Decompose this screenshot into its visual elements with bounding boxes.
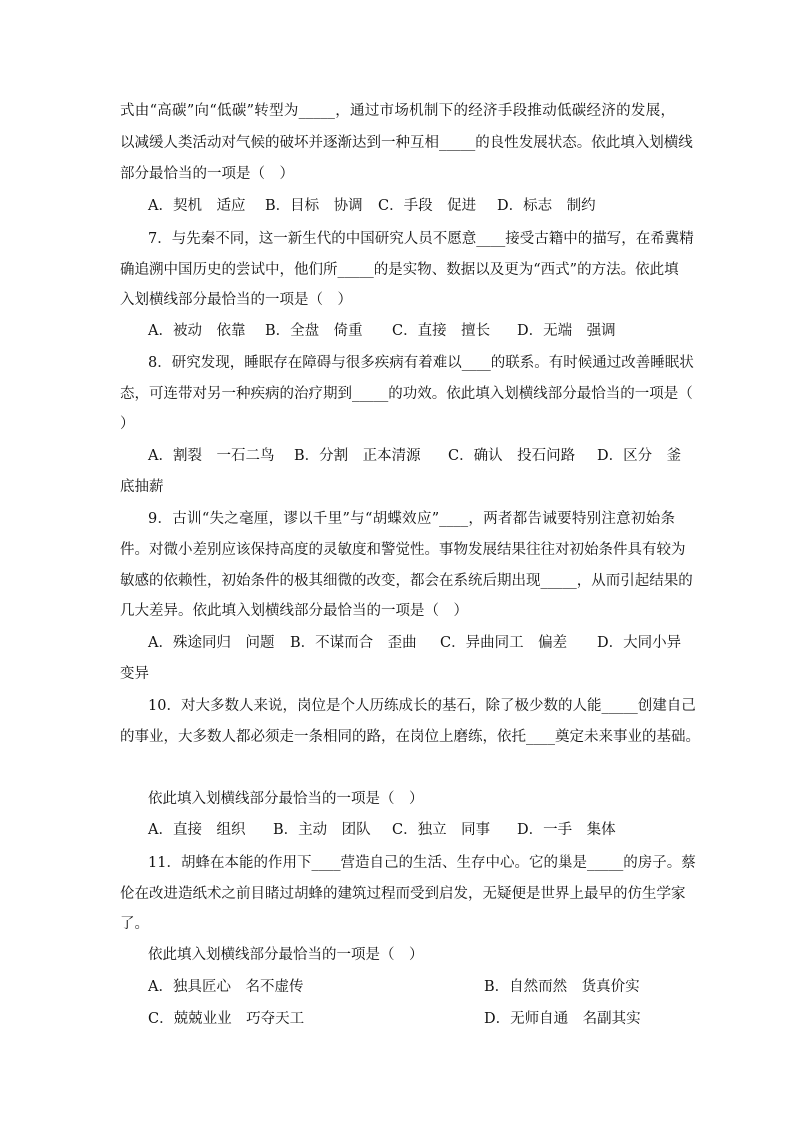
option-c: C．确认 投石问路 xyxy=(448,448,576,464)
question-10-line: 10．对大多数人来说，岗位是个人历练成长的基石，除了极少数的人能_____创建自己 xyxy=(148,698,696,714)
option-a: A．独具匠心 名不虚传 xyxy=(148,979,304,995)
question-9-line: 敏感的依赖性，初始条件的极其细微的改变，都会在系统后期出现_____，从而引起结果的 xyxy=(120,573,693,589)
option-a: A．殊途同归 问题 xyxy=(148,635,275,651)
question-9-line: 9．古训“失之毫厘，谬以千里”与“胡蝶效应”____，两者都告诫要特别注意初始条 xyxy=(148,511,675,527)
option-b: B．全盘 倚重 xyxy=(265,323,363,339)
question-9-line: 件。对微小差别应该保持高度的灵敏度和警觉性。事物发展结果往往对初始条件具有较为 xyxy=(120,542,686,558)
question-10-line: 依此填入划横线部分最恰当的一项是（ ） xyxy=(148,791,424,807)
question-11-line: 依此填入划横线部分最恰当的一项是（ ） xyxy=(148,947,424,963)
option-b: B．主动 团队 xyxy=(273,822,371,838)
option-b: B．自然而然 货真价实 xyxy=(484,979,640,995)
option-d: D．区分 釜 xyxy=(597,448,682,464)
question-9-line: 几大差异。依此填入划横线部分最恰当的一项是（ ） xyxy=(120,603,468,619)
option-c: C．直接 擅长 xyxy=(392,323,491,339)
option-d: D．标志 制约 xyxy=(497,198,596,214)
question-11-line: 了。 xyxy=(120,916,149,932)
question-6-line: 部分最恰当的一项是（ ） xyxy=(120,166,294,182)
question-10-line: 的事业，大多数人都必须走一条相同的路，在岗位上磨练，依托____奠定未来事业的基础。 xyxy=(120,729,700,745)
option-d: D．无师自通 名副其实 xyxy=(484,1011,641,1027)
question-6-line: 以减缓人类活动对气候的破坏并逐渐达到一种互相_____的良性发展状态。依此填入划横线 xyxy=(120,135,693,151)
option-d-wrap: 变异 xyxy=(120,666,149,682)
option-d: D．一手 集体 xyxy=(517,822,616,838)
question-8-line: ） xyxy=(120,416,135,432)
question-7-line: 确追溯中国历史的尝试中，他们所_____的是实物、数据以及更为“西式”的方法。依此填 xyxy=(120,262,679,278)
option-d: D．无端 强调 xyxy=(517,323,616,339)
question-7-line: 入划横线部分最恰当的一项是（ ） xyxy=(120,292,352,308)
option-b: B．目标 协调 xyxy=(265,198,363,214)
question-8-line: 8．研究发现，睡眠存在障碍与很多疾病有着难以____的联系。有时候通过改善睡眠状 xyxy=(148,355,694,371)
option-c: C．异曲同工 偏差 xyxy=(440,635,568,651)
option-a: A．被动 依靠 xyxy=(148,323,246,339)
option-b: B．不谋而合 歪曲 xyxy=(290,635,417,651)
question-11-line: 伦在改进造纸术之前目睹过胡蜂的建筑过程而受到启发，无疑便是世界上最早的仿生学家 xyxy=(120,886,686,902)
question-8-line: 态，可连带对另一种疾病的治疗期到_____的功效。依此填入划横线部分最恰当的一项是（ xyxy=(120,386,693,402)
question-6-line: 式由“高碳”向“低碳”转型为_____，通过市场机制下的经济手段推动低碳经济的发展， xyxy=(120,103,675,119)
option-d: D．大同小异 xyxy=(597,635,682,651)
option-a: A．割裂 一石二鸟 xyxy=(148,448,275,464)
option-c: C．手段 促进 xyxy=(378,198,477,214)
question-7-line: 7．与先秦不同，这一新生代的中国研究人员不愿意____接受古籍中的描写，在希冀精 xyxy=(148,231,694,247)
option-b: B．分割 正本清源 xyxy=(294,448,421,464)
option-a: A．契机 适应 xyxy=(148,198,246,214)
question-11-line: 11．胡蜂在本能的作用下____营造自己的生活、生存中心。它的巢是_____的房子。蔡 xyxy=(148,855,696,871)
option-c: C．独立 同事 xyxy=(392,822,491,838)
option-d-wrap: 底抽薪 xyxy=(120,479,164,495)
option-a: A．直接 组织 xyxy=(148,822,246,838)
option-c: C．兢兢业业 巧夺天工 xyxy=(148,1011,305,1027)
